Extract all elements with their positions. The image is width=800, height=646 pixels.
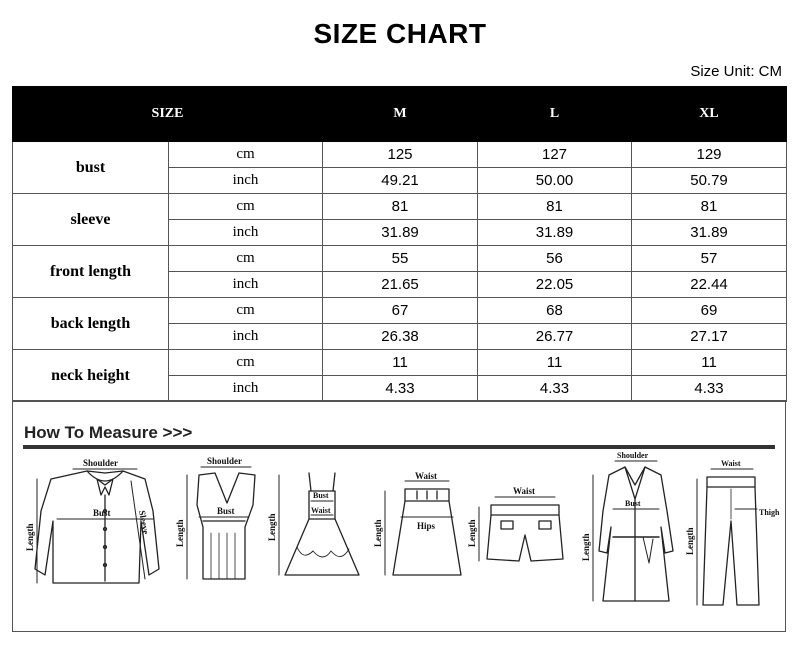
unit-cm: cm bbox=[169, 142, 323, 168]
length-label: Length bbox=[175, 519, 185, 547]
waist-label: Waist bbox=[721, 459, 741, 468]
hips-label: Hips bbox=[417, 521, 436, 531]
cell: 69 bbox=[632, 298, 787, 324]
header-size: SIZE bbox=[13, 87, 323, 142]
coat-illustration bbox=[581, 451, 673, 601]
cell: 21.65 bbox=[323, 272, 478, 298]
cell: 22.05 bbox=[478, 272, 632, 298]
unit-cm: cm bbox=[169, 194, 323, 220]
unit-cm: cm bbox=[169, 298, 323, 324]
cell: 68 bbox=[478, 298, 632, 324]
cell: 57 bbox=[632, 246, 787, 272]
header-size-m: M bbox=[323, 87, 478, 142]
waist-label: Waist bbox=[513, 486, 536, 496]
unit-cm: cm bbox=[169, 350, 323, 376]
size-unit-note: Size Unit: CM bbox=[690, 63, 782, 80]
length-label: Length bbox=[267, 513, 277, 541]
unit-inch: inch bbox=[169, 168, 323, 194]
cell: 81 bbox=[323, 194, 478, 220]
cell: 31.89 bbox=[632, 220, 787, 246]
row-label-neck-height: neck height bbox=[13, 350, 169, 402]
length-label: Length bbox=[581, 533, 591, 561]
table-row bbox=[13, 350, 787, 376]
bust-label: Bust bbox=[313, 491, 329, 500]
cell: 31.89 bbox=[478, 220, 632, 246]
row-label-back-length: back length bbox=[13, 298, 169, 350]
bust-label: Bust bbox=[625, 499, 641, 508]
row-label-sleeve: sleeve bbox=[13, 194, 169, 246]
cell: 50.79 bbox=[632, 168, 787, 194]
header-size-l: L bbox=[478, 87, 632, 142]
tank-top-illustration bbox=[175, 456, 255, 579]
divider bbox=[23, 445, 775, 449]
sleeve-label: Sleeve bbox=[137, 509, 152, 535]
blouse-illustration bbox=[25, 458, 159, 583]
table-row bbox=[13, 298, 787, 324]
cell: 22.44 bbox=[632, 272, 787, 298]
unit-inch: inch bbox=[169, 220, 323, 246]
garment-illustrations bbox=[13, 451, 785, 631]
cell: 4.33 bbox=[478, 376, 632, 402]
how-to-measure-title: How To Measure >>> bbox=[24, 423, 193, 442]
cell: 81 bbox=[632, 194, 787, 220]
unit-inch: inch bbox=[169, 272, 323, 298]
cell: 67 bbox=[323, 298, 478, 324]
cell: 11 bbox=[632, 350, 787, 376]
thigh-label: Thigh bbox=[759, 508, 780, 517]
bust-label: Bust bbox=[217, 506, 235, 516]
cell: 81 bbox=[478, 194, 632, 220]
shoulder-label: Shoulder bbox=[207, 456, 243, 466]
size-table bbox=[12, 86, 787, 402]
cell: 4.33 bbox=[323, 376, 478, 402]
cell: 11 bbox=[323, 350, 478, 376]
header-size-xl: XL bbox=[632, 87, 787, 142]
page-title: SIZE CHART bbox=[313, 18, 487, 49]
cell: 55 bbox=[323, 246, 478, 272]
table-row bbox=[13, 194, 787, 220]
cell: 31.89 bbox=[323, 220, 478, 246]
cell: 49.21 bbox=[323, 168, 478, 194]
shoulder-label: Shoulder bbox=[617, 451, 649, 460]
table-row bbox=[13, 142, 787, 168]
cell: 26.38 bbox=[323, 324, 478, 350]
trousers-illustration bbox=[685, 459, 780, 605]
cell: 11 bbox=[478, 350, 632, 376]
cell: 56 bbox=[478, 246, 632, 272]
cell: 125 bbox=[323, 142, 478, 168]
length-label: Length bbox=[467, 519, 477, 547]
row-label-front-length: front length bbox=[13, 246, 169, 298]
unit-inch: inch bbox=[169, 376, 323, 402]
length-label: Length bbox=[373, 519, 383, 547]
shorts-illustration bbox=[467, 486, 563, 561]
dress-illustration bbox=[267, 473, 359, 575]
length-label: Length bbox=[685, 527, 695, 555]
unit-inch: inch bbox=[169, 324, 323, 350]
table-row bbox=[13, 246, 787, 272]
waist-label: Waist bbox=[415, 471, 438, 481]
cell: 50.00 bbox=[478, 168, 632, 194]
cell: 26.77 bbox=[478, 324, 632, 350]
length-label: Length bbox=[25, 523, 35, 551]
cell: 127 bbox=[478, 142, 632, 168]
waist-label: Waist bbox=[311, 506, 331, 515]
bust-label: Bust bbox=[93, 508, 111, 518]
skirt-illustration bbox=[373, 471, 461, 575]
cell: 27.17 bbox=[632, 324, 787, 350]
unit-cm: cm bbox=[169, 246, 323, 272]
shoulder-label: Shoulder bbox=[83, 458, 119, 468]
row-label-bust: bust bbox=[13, 142, 169, 194]
table-header-row bbox=[13, 87, 787, 142]
cell: 129 bbox=[632, 142, 787, 168]
cell: 4.33 bbox=[632, 376, 787, 402]
how-to-measure-panel bbox=[12, 400, 786, 632]
